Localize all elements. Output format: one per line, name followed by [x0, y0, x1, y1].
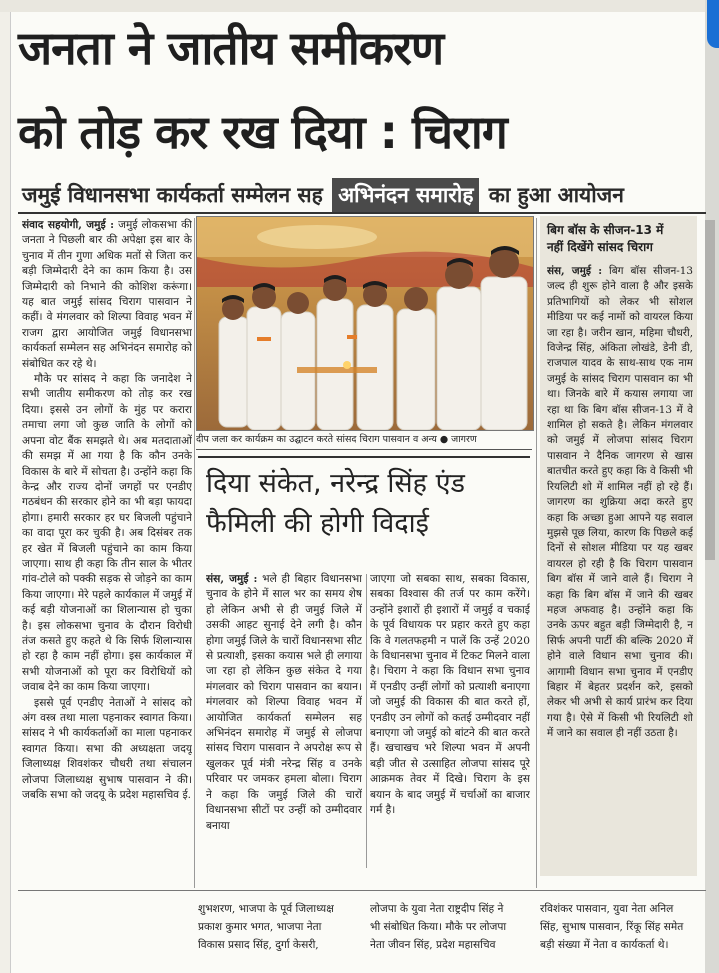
headline-rule	[18, 212, 706, 214]
main-paragraph-2: मौके पर सांसद ने कहा कि जनादेश ने सभी जातीय समीकरण को तोड़ कर रख दिया। इससे उन लोगों के मुंह पर करारा तमाचा लगा जो कुछ जाति के लोगों को अपना वोट बैंक समझते थे। अब मतदाताओं की समझ में आ गया है कि कौन उनके विकास के बारे में सोचता है। उन्होंने कहा कि केन्द्र और राज्य दोनों जगहों पर एनडीए गठबंधन की सरकार होने का भी बड़ा फायदा होगा। हमारी सरकार हर घर बिजली पहुंचाने का वादा पूरा कर चुकी है। अब दिसंबर तक हर खेत में बिजली पहुंचाने का काम किया जाएगा। साथ ही कहा कि तीन साल के भीतर गांव-टोले को पक्की सड़क से जोड़ने का काम किया जाएगा। मेरे पहले कार्यकाल में जमुई में कई बड़ी योजनाओं का शिलान्यास हो चुका है। इस लोकसभा चुनाव के दौरान विरोधी तंज कसते हुए कहते थे कि सिर्फ शिलान्यास हो रहा है काम नहीं होगा। इस कार्यकाल में सभी योजनाओं को पूरा कर विरोधियों को जवाब देने का काम किया जाएगा।	[22, 373, 192, 694]
bottom-col2-line1: लोजपा के युवा नेता राष्ट्रदीप सिंह ने	[370, 903, 504, 915]
bottom-col2-line3: नेता जीवन सिंह, प्रदेश महासचिव	[370, 939, 496, 951]
event-photo	[196, 216, 534, 431]
column-divider-right	[536, 218, 537, 888]
caption-rule	[196, 449, 532, 450]
sidebar-headline-line-2: नहीं दिखेंगे सांसद चिराग	[547, 240, 653, 254]
bottom-col1-line1: शुभशरण, भाजपा के पूर्व जिलाध्यक्ष	[198, 903, 334, 915]
photo-caption: दीप जला कर कार्यक्रम का उद्घाटन करते सांसद चिराग पासवान व अन्य ● जागरण	[196, 434, 477, 445]
subheadline-before: जमुई विधानसभा कार्यकर्ता सम्मेलन सह	[22, 183, 323, 207]
sub-story-text-b: जाएगा जो सबका साथ, सबका विकास, सबका विश्वास की तर्ज पर काम करेंगे। उन्होंने इशारों ही इशारों में जमुई व चकाई के पूर्व विधायक पर प्रहार करते हुए कहा कि वे गलतफहमी न पालें कि उन्हें 2020 के विधानसभा चुनाव में टिकट मिलने वाला है। चिराग ने कहा कि विधान सभा चुनाव में एनडीए उन्हीं लोगों को प्रत्याशी बनाएगा जो जमुई की विकास की बात करते हों, एनडीए उन लोगों को कतई उम्मीदवार नहीं बनाएगा जो जमुई को बांटने की बात करते हैं। खचाखच भरे शिल्पा भवन में अपनी बड़ी जीत से उत्साहित लोजपा सांसद पूरे आक्रमक तेवर में दिखे। चिराग के इस बयान के बाद जमुई में चर्चाओं का बाजार गर्म है।	[370, 573, 530, 817]
bottom-col3-line3: बड़ी संख्या में नेता व कार्यकर्ता थे।	[540, 939, 669, 951]
bottom-column-2	[370, 900, 532, 956]
sub-headline-line-1: दिया संकेत, नरेन्द्र सिंह एंड	[206, 468, 465, 499]
bottom-col3-line1: रविशंकर पासवान, युवा नेता अनिल	[540, 903, 674, 915]
headline-line-1: जनता ने जातीय समीकरण	[18, 21, 444, 75]
column-divider	[366, 574, 367, 868]
bottom-column-1	[198, 900, 362, 956]
sub-story-column-a	[206, 572, 362, 868]
bottom-col3-line2: सिंह, सुभाष पासवान, रिंकू सिंह समेत	[540, 921, 684, 933]
sub-dateline: संस, जमुई :	[206, 573, 258, 585]
subheadline-highlight: अभिनंदन समारोह	[332, 178, 479, 212]
bottom-column-3	[540, 900, 700, 956]
sub-headline-line-2: फैमिली की होगी विदाई	[206, 508, 429, 539]
event-photo-image	[197, 217, 533, 430]
sub-story-headline	[206, 464, 526, 544]
sub-story-column-b	[370, 572, 530, 868]
bottom-col2-line2: भी संबोधित किया। मौके पर लोजपा	[370, 921, 507, 933]
main-story-column	[22, 218, 192, 888]
main-paragraph-3: इससे पूर्व एनडीए नेताओं ने सांसद को अंग वस्त्र तथा माला पहनाकर स्वागत किया। सांसद ने भी कार्यकर्ताओं का माला पहनाकर स्वागत किया। सभा की अध्यक्षता जदयू जिलाध्यक्ष शिवशंकर चौधरी तथा संचालन लोजपा जिलाध्यक्ष सुभाष पासवान ने की। जबकि सभा को जदयू के प्रदेश महासचिव ई.	[22, 696, 192, 802]
headline-line-2: को तोड़ कर रख दिया : चिराग	[18, 105, 507, 159]
sub-story-text-a: भले ही बिहार विधानसभा चुनाव के होने में साल भर का समय शेष हो लेकिन अभी से ही जमुई जिले में उसकी आहट सुनाई देने लगी है। कौन होगा जमुई जिले के चारों विधानसभा सीट से प्रत्याशी, इसका कयास भले ही लगाया जा रहा हो लेकिन कुछ संकेत दे गया मंगलवार को चिराग पासवान का बयान। मंगलवार को शिल्पा विवाह भवन में आयोजित कार्यकर्ता सम्मेलन सह अभिनंदन समारोह में जमुई से लोजपा सांसद चिराग पासवान ने अपरोक्ष रूप से खुलकर पूर्व मंत्री नरेन्द्र सिंह व उनके परिवार पर जमकर हमला बोला। चिराग ने कहा कि जमुई जिले की चारों विधानसभा सीटों पर उन्हीं को उम्मीदवार बनाया	[206, 573, 362, 832]
right-shadow	[705, 220, 715, 560]
sidebar-headline	[547, 222, 693, 256]
sidebar-dateline: संस, जमुई :	[547, 265, 603, 277]
bottom-rule	[18, 890, 706, 891]
column-divider-left	[194, 218, 195, 888]
bottom-col1-line3: विकास प्रसाद सिंह, दुर्गा केसरी,	[198, 939, 319, 951]
subheadline	[22, 178, 702, 212]
main-dateline: संवाद सहयोगी, जमुई :	[22, 219, 115, 231]
bottom-col1-line2: प्रकाश कुमार भगत, भाजपा नेता	[198, 921, 322, 933]
top-edge	[0, 0, 719, 12]
sidebar-text: बिग बॉस सीजन-13 जल्द ही शुरू होने वाला है और इसके प्रतिभागियों को लेकर भी सोशल मीडिया पर कई नामों को वायरल किया जा रहा है। जरीन खान, महिमा चौधरी, विजेन्द्र सिंह, अंकिता लोखंडे, डेनी डी, राजपाल यादव के साथ-साथ एक नाम जमुई के सांसद चिराग पासवान का भी था। जिनके बारे में कयास लगाया जा रहा था कि बिग बॉस सीजन-13 में वे शामिल हो सकते है। लेकिन मंगलवार को जमुई में लोजपा सांसद चिराग पासवान ने दैनिक जागरण से खास बातचीत करते हुए कहा कि वे किसी भी रियलिटी शो में शामिल नहीं हो रहे हैं। जागरण का शुक्रिया अदा करते हुए कहा कि अच्छा हुआ आपने यह सवाल मुझसे पूछ लिया, कारण कि पिछले कई दिनों से सोशल मीडिया पर यह खबर वायरल हो रही है कि चिराग पासवान बिग बॉस में जाने वाले हैं। चिराग ने कहा कि बिग बॉस में जाने की खबर महज अफवाह है। उन्होंने कहा कि उनके ऊपर बहुत बड़ी जिम्मेदारी है, न सिर्फ अपनी पार्टी की बल्कि 2020 में होने वाले विधान सभा चुनाव की। आगामी विधान सभा चुनाव में एनडीए बिहार में बेहतर प्रदर्शन करे, इसको लेकर भी अभी से कार्य प्रारंभ कर दिया गया है। ऐसे में किसी भी रियलिटी शो में जाने का सवाल ही नहीं उठता है।	[547, 265, 693, 740]
main-paragraph-1: जमुई लोकसभा की जनता ने पिछली बार की अपेक्षा इस बार के चुनाव में तीन गुणा अधिक मतों से जिता कर बड़ी जिम्मेदारी देने का काम किया है। उस जिम्मेदारी को निभाने की कोशिश करूंगा। यह बात जमुई सांसद चिराग पासवान ने कहीं। वे मंगलवार को शिल्पा विवाह भवन में राजग द्वारा आयोजित जमुई विधानसभा कार्यकर्ता सम्मेलन सह अभिनंदन समारोह को संबोधित कर रहे थे।	[22, 219, 192, 370]
blue-corner-mark	[707, 0, 719, 48]
sidebar-body	[547, 264, 693, 874]
subheadline-after: का हुआ आयोजन	[488, 183, 624, 207]
left-column-edge	[0, 12, 11, 973]
sidebar-headline-line-1: बिग बॉस के सीजन-13 में	[547, 223, 664, 237]
